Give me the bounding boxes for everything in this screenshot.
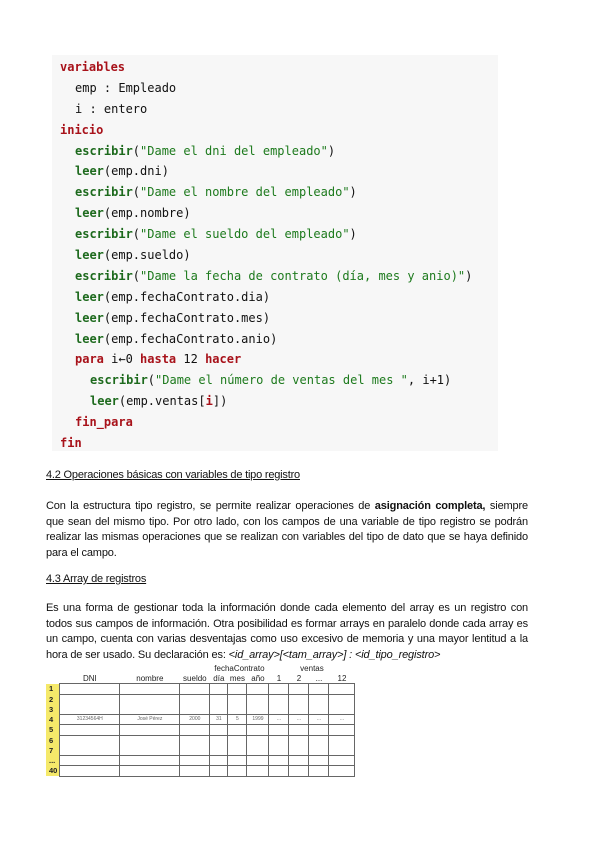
table-cell (269, 684, 289, 695)
code-token: (emp.nombre) (103, 206, 191, 221)
table-cell (289, 725, 309, 736)
table-cell (180, 684, 210, 695)
table-cell (228, 694, 247, 704)
table-cell: José Pérez (120, 714, 180, 725)
table-row (46, 714, 355, 725)
table-cell (289, 745, 309, 755)
code-token: leer (75, 331, 104, 346)
col-venta-ellipsis: ... (315, 673, 323, 683)
table-cell (228, 725, 247, 736)
code-line (60, 245, 498, 266)
table-cell (210, 766, 228, 777)
table-cell (120, 694, 180, 704)
col-dia: día (213, 673, 225, 683)
table-cell (228, 735, 247, 745)
table-cell (289, 755, 309, 766)
table-cell (309, 694, 329, 704)
table-cell (228, 755, 247, 766)
code-line (60, 120, 498, 141)
table-cell (269, 725, 289, 736)
code-token: (emp.fechaContrato.mes) (103, 310, 271, 325)
table-cell (180, 704, 210, 714)
table-cell (309, 725, 329, 736)
code-token: "Dame el dni del empleado" (140, 143, 328, 158)
code-token: leer (75, 310, 104, 325)
table-cell (247, 766, 269, 777)
table-cell (228, 766, 247, 777)
table-cell (289, 735, 309, 745)
code-token: leer (90, 394, 119, 409)
table-cell (60, 694, 120, 704)
code-line (60, 224, 498, 245)
row-index: 3 (46, 704, 60, 714)
table-group-header-row (46, 663, 355, 673)
row-index: 4 (46, 714, 60, 725)
table-row (46, 735, 355, 745)
group-fecha-contrato: fechaContrato (214, 663, 265, 673)
code-token: ) (327, 143, 336, 158)
code-token: escribir (75, 268, 133, 283)
table-row (46, 684, 355, 695)
code-token: (emp.sueldo) (103, 248, 191, 263)
table-cell (269, 704, 289, 714)
code-line (60, 203, 498, 224)
section-heading-4-2: 4.2 Operaciones básicas con variables de tipo registro (46, 469, 300, 481)
table-cell: 1999 (247, 714, 269, 725)
table-cell (329, 725, 355, 736)
table-cell (247, 694, 269, 704)
table-cell (329, 694, 355, 704)
table-cell (309, 735, 329, 745)
code-token: escribir (75, 143, 133, 158)
code-token: inicio (60, 122, 104, 137)
table-cell (120, 755, 180, 766)
code-token: ( (132, 185, 141, 200)
table-cell (180, 766, 210, 777)
table-cell: ... (309, 714, 329, 725)
table-cell (120, 684, 180, 695)
col-dni: DNI (82, 673, 97, 683)
paragraph-4-2: Con la estructura tipo registro, se permite realizar operaciones de asignación completa, siempre que sean del mismo tipo. Por otro lado, con los campos de una variable de tipo registro se podrán realizar las mismas operaciones que se realizan con variables del tipo de dato que se haya definido para el campo. (46, 500, 529, 559)
code-token: leer (75, 206, 104, 221)
table-cell (120, 766, 180, 777)
table-cell (269, 755, 289, 766)
col-venta-12: 12 (337, 673, 347, 683)
table-cell (120, 704, 180, 714)
table-cell (180, 735, 210, 745)
code-token: "Dame el sueldo del empleado" (140, 227, 350, 242)
row-index: 6 (46, 735, 60, 745)
table-cell (309, 684, 329, 695)
code-token: (emp.fechaContrato.anio) (103, 331, 278, 346)
table-cell (60, 704, 120, 714)
code-token: hasta (140, 352, 177, 367)
code-token: ) (465, 268, 473, 283)
table-cell (247, 755, 269, 766)
table-cell (329, 766, 355, 777)
code-token: variables (60, 60, 126, 74)
code-token: ) (349, 185, 357, 200)
code-token: ( (147, 373, 156, 388)
code-token: escribir (90, 373, 148, 388)
code-token: leer (75, 164, 104, 179)
table-cell (180, 745, 210, 755)
row-index: 1 (46, 684, 60, 695)
table-cell (60, 725, 120, 736)
code-line (60, 412, 498, 433)
code-token: leer (75, 248, 104, 263)
table-cell: 31 (210, 714, 228, 725)
table-cell (309, 766, 329, 777)
code-line (60, 308, 498, 329)
table-cell (210, 694, 228, 704)
code-token: i (205, 394, 213, 409)
table-cell (329, 704, 355, 714)
table-cell (120, 735, 180, 745)
row-index: 7 (46, 745, 60, 755)
table-cell (60, 766, 120, 777)
table-cell (247, 684, 269, 695)
table-cell (309, 745, 329, 755)
code-line (60, 391, 498, 412)
code-line (60, 78, 498, 99)
code-line (60, 266, 498, 287)
table-cell (289, 694, 309, 704)
table-row (46, 745, 355, 755)
pseudocode-block (52, 55, 498, 451)
code-line (60, 141, 498, 162)
code-token: ( (132, 227, 141, 242)
table-cell (210, 735, 228, 745)
code-token: ]) (212, 394, 228, 409)
code-token: (emp.fechaContrato.dia) (103, 289, 271, 304)
group-ventas: ventas (300, 663, 324, 673)
row-index: 5 (46, 725, 60, 736)
table-row (46, 694, 355, 704)
table-cell (247, 725, 269, 736)
table-cell (309, 704, 329, 714)
row-index: 2 (46, 694, 60, 704)
table-body (46, 684, 355, 777)
code-line (60, 287, 498, 308)
table-cell (180, 755, 210, 766)
col-venta-2: 2 (296, 673, 302, 683)
table-cell (60, 755, 120, 766)
code-token: emp : Empleado (75, 80, 177, 95)
table-cell (289, 684, 309, 695)
col-sueldo: sueldo (183, 673, 207, 683)
col-anio: año (251, 673, 265, 683)
table-cell (60, 684, 120, 695)
table-cell: 5 (228, 714, 247, 725)
table-header-row (46, 673, 355, 684)
table-cell (329, 684, 355, 695)
code-token: ( (132, 268, 141, 283)
table-cell (120, 745, 180, 755)
table-cell (120, 725, 180, 736)
code-line (60, 57, 498, 78)
table-cell (269, 766, 289, 777)
code-token: i : entero (75, 101, 148, 116)
col-venta-1: 1 (276, 673, 282, 683)
table-row (46, 755, 355, 766)
code-line (60, 329, 498, 350)
table-cell (210, 755, 228, 766)
table-cell (210, 745, 228, 755)
table-row (46, 725, 355, 736)
code-line (60, 99, 498, 120)
table-cell (329, 735, 355, 745)
table-cell (228, 684, 247, 695)
table-row (46, 766, 355, 777)
code-token: para (75, 352, 104, 367)
code-token: escribir (75, 227, 133, 242)
table-cell (329, 745, 355, 755)
code-token: "Dame el número de ventas del mes " (155, 373, 408, 388)
code-token: 12 (176, 352, 206, 367)
table-cell (60, 745, 120, 755)
code-token: fin (60, 436, 82, 451)
code-line (60, 182, 498, 203)
row-index: 40 (46, 766, 60, 777)
table-cell: ... (289, 714, 309, 725)
table-cell (247, 735, 269, 745)
table-cell (247, 704, 269, 714)
table-cell: 31234564H (60, 714, 120, 725)
code-token: , i+1) (407, 373, 452, 388)
code-token: escribir (75, 185, 133, 200)
table-cell (228, 745, 247, 755)
col-mes: mes (229, 673, 245, 683)
code-line (60, 433, 498, 454)
table-cell (329, 755, 355, 766)
code-token: (emp.dni) (103, 164, 169, 179)
table-cell (60, 735, 120, 745)
table-cell (180, 725, 210, 736)
table-cell (210, 725, 228, 736)
table-cell (180, 694, 210, 704)
table-cell (269, 745, 289, 755)
table-cell: ... (329, 714, 355, 725)
table-cell: ... (269, 714, 289, 725)
table-cell (309, 755, 329, 766)
code-line (60, 161, 498, 182)
code-token: "Dame el nombre del empleado" (140, 185, 350, 200)
code-token: fin_para (75, 415, 133, 430)
table-cell (269, 694, 289, 704)
array-of-records-table (46, 663, 355, 777)
col-nombre: nombre (136, 673, 164, 683)
code-token: i←0 (103, 352, 141, 367)
code-line (60, 349, 498, 370)
code-line (60, 370, 498, 391)
code-token: ) (349, 227, 357, 242)
table-cell (228, 704, 247, 714)
table-cell (269, 735, 289, 745)
code-token: ( (132, 143, 141, 158)
code-token: hacer (205, 352, 242, 367)
table-cell (289, 766, 309, 777)
code-token: (emp.ventas[ (118, 394, 206, 409)
code-token: "Dame la fecha de contrato (día, mes y anio)" (140, 268, 466, 283)
table-cell (210, 704, 228, 714)
code-token: leer (75, 289, 104, 304)
table-cell (289, 704, 309, 714)
table-cell: 2000 (180, 714, 210, 725)
paragraph-4-3: Es una forma de gestionar toda la información donde cada elemento del array es un registro con todos sus campos de información. Otra posibilidad es formar arrays en paralelo donde cada array es un campo, cuenta con varias desventajas como uso excesivo de memoria y una mayor lentitud a la hora de ser usado. Su declaración es: <id_array>[<tam_array>] : <id_tipo_registro> (46, 602, 528, 661)
row-index: ... (46, 755, 60, 766)
table-cell (247, 745, 269, 755)
table-row (46, 704, 355, 714)
table-cell (210, 684, 228, 695)
section-heading-4-3: 4.3 Array de registros (46, 573, 147, 585)
